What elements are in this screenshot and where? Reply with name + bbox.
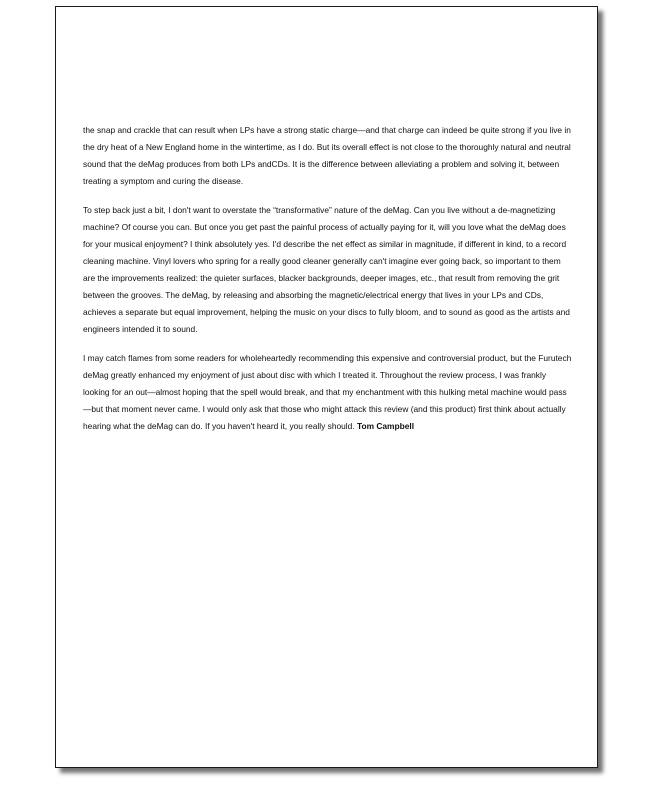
paragraph-1: the snap and crackle that can result when LPs have a strong static charge—and that charge can indeed be quite strong if you live in the dry heat of a New England home in the wintertime, as I do. But its overall effect is not close to the thoroughly natural and neutral sound that the deMag produces from both LPs andCDs. It is the difference between alleviating a problem and solving it, between treating a symptom and curing the disease. bbox=[83, 125, 571, 186]
paragraph-3 bbox=[83, 350, 573, 435]
paragraph-2: To step back just a bit, I don't want to overstate the “transformative” nature of the deMag. Can you live without a de-magnetizing machine? Of course you can. But once you get past the painful process of actually paying for it, will you love what the deMag does for your musical enjoyment? I think absolutely yes. I'd describe the net effect as similar in magnitude, if different in kind, to a record cleaning machine. Vinyl lovers who spring for a really good cleaner generally can't imagine ever going back, so important to them are the improvements realized: the quieter surfaces, blacker backgrounds, deeper images, etc., that result from removing the grit between the grooves. The deMag, by releasing and absorbing the magnetic/electrical energy that lives in your LPs and CDs, achieves a separate but equal improvement, helping the music on your discs to fully bloom, and to sound as good as the artists and engineers intended it to sound. bbox=[83, 205, 570, 334]
paragraph-3-text: I may catch flames from some readers for wholeheartedly recommending this expensive and controversial product, but the Furutech deMag greatly enhanced my enjoyment of just about disc with which I treated it. Throughout the review process, I was frankly looking for an out—almost hoping that the spell would break, and that my enchantment with this hulking metal machine would pass—but that moment never came. I would only ask that those who might attack this review (and this product) first think about actually hearing what the deMag can do. If you haven't heard it, you really should. bbox=[83, 353, 572, 431]
author-signature: Tom Campbell bbox=[356, 421, 415, 431]
article-body bbox=[83, 122, 573, 447]
document-page bbox=[55, 6, 598, 768]
